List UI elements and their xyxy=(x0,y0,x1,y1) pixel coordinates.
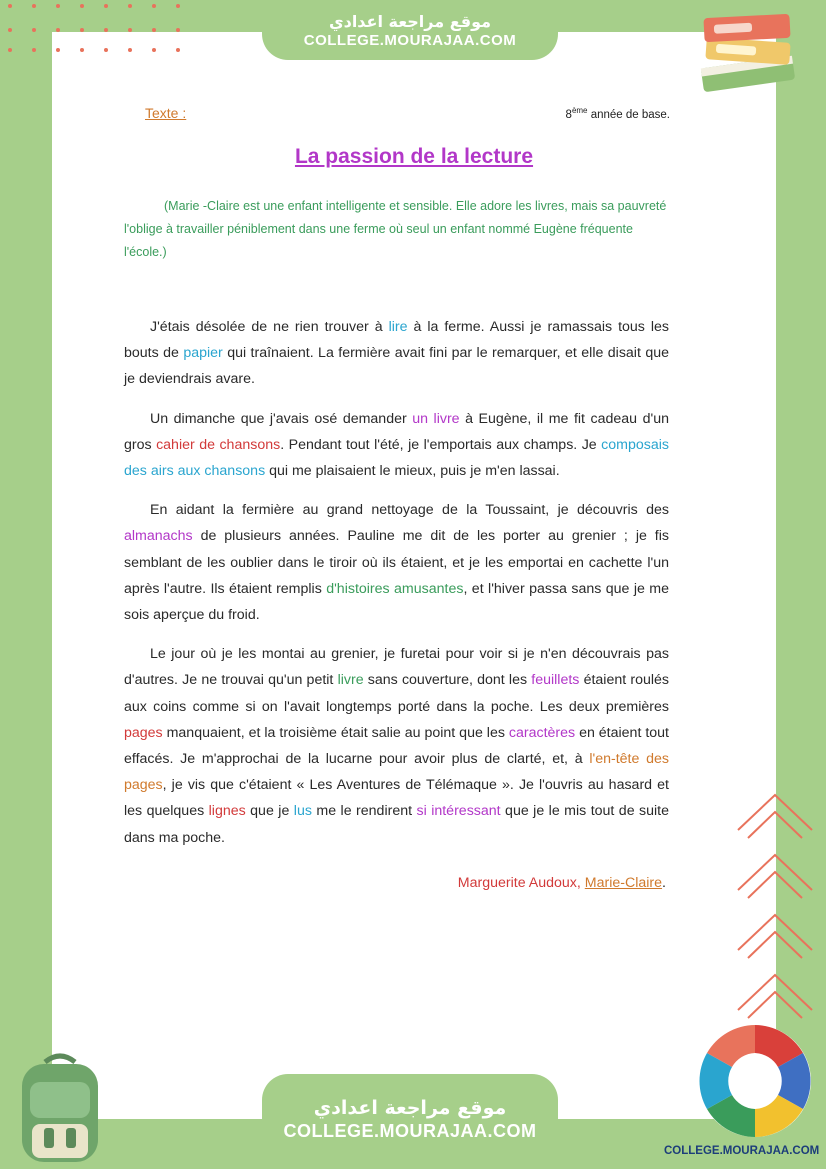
text-segment: qui me plaisaient le mieux, puis je m'en lassai. xyxy=(265,463,560,480)
text-body xyxy=(124,314,669,864)
header-site-tab[interactable] xyxy=(262,0,558,60)
chevrons-up-icon xyxy=(730,790,820,1050)
decorative-dot xyxy=(128,28,132,32)
decorative-dot xyxy=(104,4,108,8)
subjects-wheel-logo xyxy=(692,1022,818,1140)
highlighted-word: d'histoires amusantes xyxy=(326,580,464,597)
highlighted-word: l'en-tête des pages xyxy=(124,751,669,794)
text-segment: , je vis que c'étaient « Les Aventures de Télémaque ». Je l'ouvris au hasard et les quelques xyxy=(124,777,669,820)
decorative-dot xyxy=(8,48,12,52)
grade-number: 8 xyxy=(565,108,572,121)
text-segment: . Pendant tout l'été, je l'emportais aux champs. Je xyxy=(280,436,602,453)
highlighted-word: lire xyxy=(388,319,408,335)
decorative-dot xyxy=(104,48,108,52)
decorative-dot xyxy=(8,4,12,8)
decorative-dot xyxy=(80,48,84,52)
text-segment: en étaient tout effacés. Je m'approchai de la lucarne pour avoir plus de clarté, et, à xyxy=(124,724,669,768)
text-segment: étaient roulés aux coins comme si on l'avait longtemps porté dans la poche. Les deux premières xyxy=(124,672,670,715)
decorative-dot xyxy=(104,28,108,32)
paragraph-2 xyxy=(124,406,669,485)
highlighted-word: lignes xyxy=(208,803,246,820)
signature xyxy=(458,875,666,891)
highlighted-word: lus xyxy=(293,803,312,820)
decorative-dots xyxy=(0,0,200,60)
school-bag-icon xyxy=(10,1052,110,1167)
grade-rest: année de base. xyxy=(587,108,670,121)
text-segment: Un dimanche que j'avais osé demander xyxy=(150,410,413,427)
footer-site-tab[interactable] xyxy=(262,1074,558,1169)
footer-logo-text: COLLEGE.MOURAJAA.COM xyxy=(664,1145,820,1157)
decorative-dot xyxy=(32,4,36,8)
highlighted-word: almanachs xyxy=(124,528,193,545)
text-segment: qui traînaient. La fermière avait fini par le remarquer, et elle disait que je deviendrais avare. xyxy=(124,345,669,388)
text-segment: sans couverture, dont les xyxy=(363,672,532,689)
signature-end: . xyxy=(662,875,666,891)
text-segment: à Eugène, il me fit cadeau d'un gros xyxy=(124,410,669,453)
highlighted-word: cahier de chansons xyxy=(156,436,281,453)
highlighted-word: caractères xyxy=(508,724,576,741)
text-segment: , et l'hiver passa sans que je me sois aperçue du froid. xyxy=(124,580,669,624)
decorative-dot xyxy=(32,48,36,52)
text-segment: de plusieurs années. Pauline me dit de les porter au grenier ; je fis semblant de les oublier dans le tiroir où ils étaient, et je les emportai en cachette l'un après l'autre. Ils étaient remplis xyxy=(124,528,669,597)
decorative-dot xyxy=(176,48,180,52)
paragraph-1 xyxy=(124,314,669,393)
highlighted-word: si intéressant xyxy=(416,803,501,820)
highlighted-word: composais des airs aux chansons xyxy=(124,436,669,480)
text-segment: à la ferme. Aussi je ramassais tous les bouts de xyxy=(124,319,670,362)
grade-suffix: ème xyxy=(571,106,588,115)
decorative-dot xyxy=(152,28,156,32)
decorative-dot xyxy=(128,4,132,8)
paragraph-4 xyxy=(124,641,669,851)
signature-author: Marguerite Audoux, xyxy=(457,875,581,891)
highlighted-word: pages xyxy=(124,724,163,741)
text-segment: Le jour où je les montai au grenier, je furetai pour voir si je n'en découvrais pas d'autres. Je ne trouvai qu'un petit xyxy=(124,646,669,689)
intro-note: (Marie -Claire est une enfant intelligente et sensible. Elle adore les livres, mais sa pauvreté l'oblige à travailler péniblement dans une ferme où seul un enfant nommé Eugène fréquente l'école.) xyxy=(124,199,667,259)
highlighted-word: livre xyxy=(337,672,364,689)
decorative-dot xyxy=(176,28,180,32)
decorative-dot xyxy=(32,28,36,32)
decorative-dot xyxy=(80,28,84,32)
grade-level xyxy=(566,106,670,121)
highlighted-word: un livre xyxy=(412,410,460,427)
decorative-dot xyxy=(56,48,60,52)
highlighted-word: feuillets xyxy=(531,672,580,689)
paragraph-3 xyxy=(124,497,669,628)
decorative-dot xyxy=(152,4,156,8)
text-segment: que je xyxy=(245,803,294,820)
decorative-dot xyxy=(56,28,60,32)
decorative-dot xyxy=(128,48,132,52)
page-title: La passion de la lecture xyxy=(294,145,534,168)
text-segment: J'étais désolée de ne rien trouver à xyxy=(150,319,389,335)
footer-arabic-name: موقع مراجعة اعدادي xyxy=(313,1097,507,1119)
site-arabic-name: موقع مراجعة اعدادي xyxy=(328,12,492,31)
decorative-dot xyxy=(152,48,156,52)
signature-work: Marie-Claire xyxy=(584,875,663,891)
site-url[interactable]: COLLEGE.MOURAJAA.COM xyxy=(303,32,517,49)
books-illustration-icon xyxy=(692,10,802,100)
decorative-dot xyxy=(56,4,60,8)
text-segment: que je le mis tout de suite dans ma poche. xyxy=(124,803,670,846)
text-segment: me le rendirent xyxy=(311,803,417,820)
decorative-dot xyxy=(8,28,12,32)
text-segment: manquaient, et la troisième était salie au point que les xyxy=(162,724,509,741)
text-segment: En aidant la fermière au grand nettoyage de la Toussaint, je découvris des xyxy=(150,502,669,519)
text-label: Texte : xyxy=(145,105,187,121)
decorative-dot xyxy=(176,4,180,8)
highlighted-word: papier xyxy=(183,345,223,362)
decorative-dot xyxy=(80,4,84,8)
footer-url[interactable]: COLLEGE.MOURAJAA.COM xyxy=(283,1121,537,1141)
